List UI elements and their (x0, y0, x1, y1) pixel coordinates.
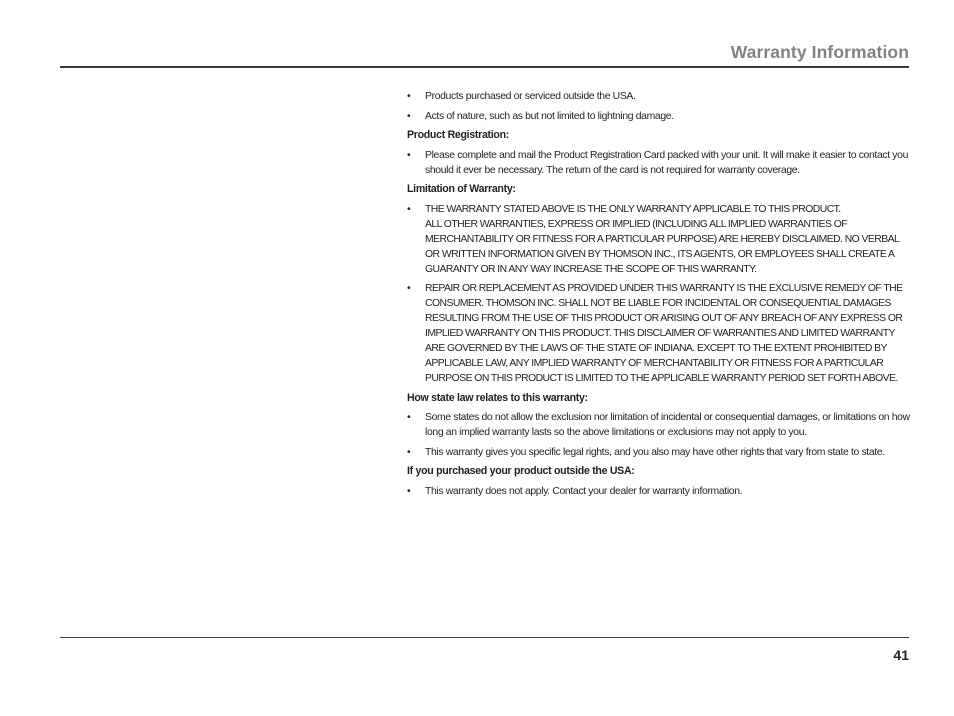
page-header-title: Warranty Information (730, 42, 909, 62)
section-heading-state-law: How state law relates to this warranty: (407, 391, 588, 404)
footer-rule (60, 637, 909, 638)
section-heading-product-registration: Product Registration: (407, 129, 509, 141)
list-item (407, 410, 911, 440)
page-number: 41 (893, 647, 909, 663)
warranty-content (407, 89, 911, 503)
list-item-text: Please complete and mail the Product Registration Card packed with your unit. It will make it easier to contact you should it ever be necessary. The return of the card is not required for warranty coverage. (425, 149, 909, 176)
list-item-text: THE WARRANTY STATED ABOVE IS THE ONLY WARRANTY APPLICABLE TO THIS PRODUCT. (425, 203, 841, 215)
bullet-icon: • (407, 412, 411, 423)
bullet-icon: • (407, 485, 411, 497)
list-item (407, 281, 911, 386)
bullet-icon: • (407, 149, 411, 161)
list-item (407, 445, 911, 460)
list-item-text: REPAIR OR REPLACEMENT AS PROVIDED UNDER THIS WARRANTY IS THE EXCLUSIVE REMEDY OF THE CONSUMER. THOMSON INC. SHALL NOT BE LIABLE FOR INCIDENTAL OR CONSEQUENTIAL DAMAGES RESULTING FROM THE USE OF THIS PRODUCT OR ARISING OUT OF ANY BREACH OF ANY EXPRESS OR IMPLIED WARRANTY ON THIS PRODUCT. THIS DISCLAIMER OF WARRANTIES AND LIMITED WARRANTY ARE GOVERNED BY THE LAWS OF THE STATE OF INDIANA. EXCEPT TO THE EXTENT PROHIBITED BY APPLICABLE LAW, ANY IMPLIED WARRANTY OF MERCHANTABILITY OR FITNESS FOR A PARTICULAR PURPOSE ON THIS PRODUCT IS LIMITED TO THE APPLICABLE WARRANTY PERIOD SET FORTH ABOVE. (425, 283, 903, 384)
bullet-icon: • (407, 283, 411, 294)
bullet-icon: • (407, 203, 411, 215)
list-item (407, 89, 911, 104)
bullet-icon: • (407, 110, 411, 122)
list-item-text: ALL OTHER WARRANTIES, EXPRESS OR IMPLIED (INCLUDING ALL IMPLIED WARRANTIES OF MERCHANTABILITY OR FITNESS FOR A PARTICULAR PURPOSE) ARE HEREBY DISCLAIMED. NO VERBAL OR WRITTEN INFORMATION GIVEN BY THOMSON INC., ITS AGENTS, OR EMPLOYEES SHALL CREATE A GUARANTY OR IN ANY WAY INCREASE THE SCOPE OF THIS WARRANTY. (425, 218, 899, 275)
bullet-icon: • (407, 446, 411, 458)
list-item (407, 202, 911, 277)
section-heading-limitation: Limitation of Warranty: (407, 183, 516, 195)
list-item (407, 109, 911, 124)
list-item (407, 484, 911, 499)
header-rule (60, 66, 909, 68)
list-item-text: Some states do not allow the exclusion nor limitation of incidental or consequential damages, or limitations on how long an implied warranty lasts so the above limitations or exclusions may not apply to you. (425, 412, 910, 438)
list-item-text: Acts of nature, such as but not limited to lightning damage. (425, 110, 674, 122)
list-item-text: This warranty does not apply. Contact your dealer for warranty information. (425, 485, 743, 497)
list-item-text: Products purchased or serviced outside the USA. (425, 91, 636, 102)
section-heading-outside-usa: If you purchased your product outside the USA: (407, 465, 635, 477)
list-item-text: This warranty gives you specific legal rights, and you also may have other rights that vary from state to state. (425, 446, 885, 458)
bullet-icon: • (407, 91, 411, 102)
list-item (407, 148, 911, 178)
